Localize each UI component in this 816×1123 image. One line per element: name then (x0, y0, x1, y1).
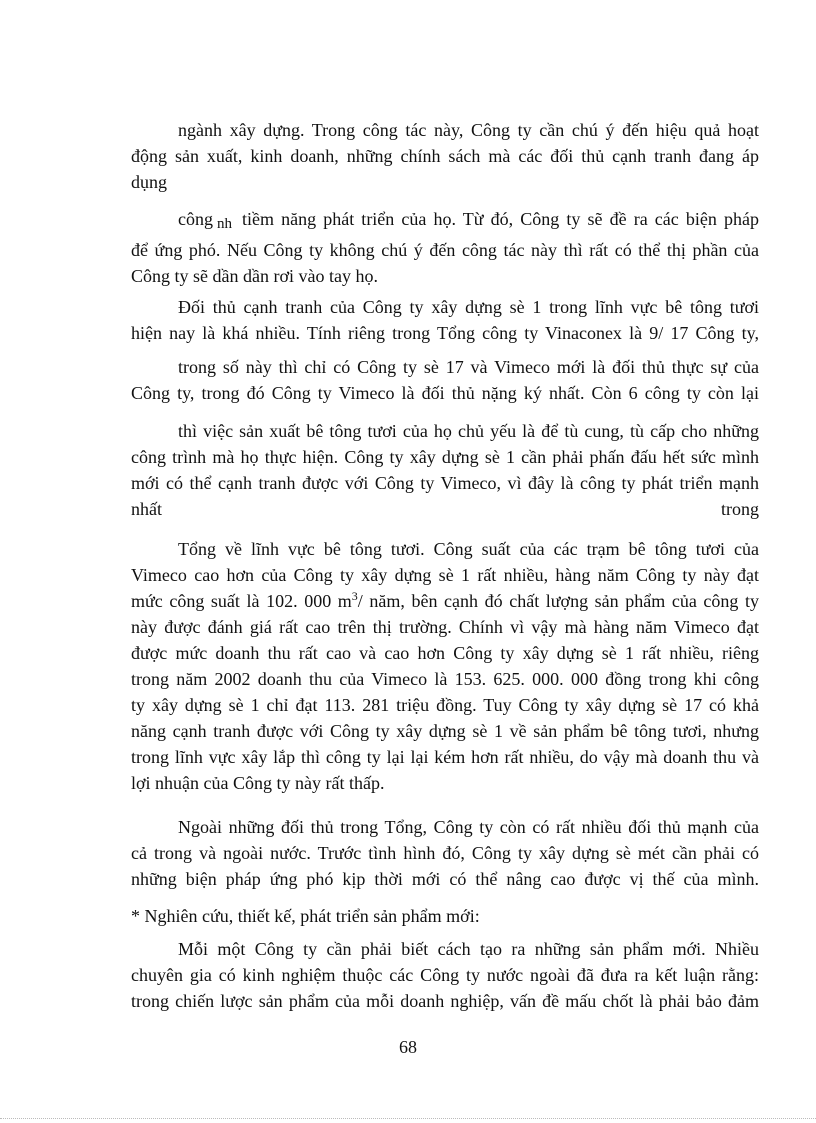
paragraph-line: những biện pháp ứng phó kịp thời mới có thể nâng cao được vị thế của mình. (131, 869, 759, 889)
paragraph-3 (131, 294, 759, 346)
paragraph-line: để ứng phó. Nếu Công ty không chú ý đến công tác này thì rất có thể thị phần của (131, 240, 759, 260)
section-heading (131, 903, 759, 929)
paragraph-line: động sản xuất, kinh doanh, những chính sách mà các đối thủ cạnh tranh đang áp (131, 146, 759, 166)
paragraph-4 (131, 354, 759, 406)
paragraph-line: hiện nay là khá nhiều. Tính riêng trong Tổng công ty Vinaconex là 9/ 17 Công ty, (131, 323, 759, 343)
paragraph-line: trong năm 2002 doanh thu của Vimeco là 153. 625. 000. 000 đồng trong khi công (131, 669, 759, 689)
text-fragment: nh (217, 216, 232, 232)
page-number: 68 (399, 1037, 417, 1057)
paragraph-line: năng cạnh tranh được với Công ty xây dựng sè 1 về sản phẩm bê tông tươi, nhưng (131, 721, 759, 741)
paragraph-line: Mỗi một Công ty cần phải biết cách tạo ra những sản phẩm mới. Nhiều (178, 939, 759, 959)
paragraph-line: Công ty, trong đó Công ty Vimeco là đối thủ nặng ký nhất. Còn 6 công ty còn lại (131, 383, 759, 403)
paragraph-line: mới có thể cạnh tranh được với Công ty Vimeco, vì đây là công ty phát triển mạnh (131, 473, 759, 493)
footer-divider (0, 1118, 816, 1120)
paragraph-1 (131, 117, 759, 195)
paragraph-line: Đối thủ cạnh tranh của Công ty xây dựng sè 1 trong lĩnh vực bê tông tươi (178, 297, 759, 317)
paragraph-5 (131, 418, 759, 522)
paragraph-7 (131, 814, 759, 892)
paragraph-line: ty xây dựng sè 1 chỉ đạt 113. 281 triệu đồng. Tuy Công ty xây dựng sè 17 có khả (131, 695, 759, 715)
heading-text: * Nghiên cứu, thiết kế, phát triển sản phẩm mới: (131, 906, 480, 926)
paragraph-line: trong số này thì chỉ có Công ty sè 17 và Vimeco mới là đối thủ thực sự của (178, 357, 759, 377)
paragraph-line: lợi nhuận của Công ty này rất thấp. (131, 773, 385, 793)
paragraph-line: dụng (131, 172, 167, 192)
paragraph-line: Ngoài những đối thủ trong Tổng, Công ty còn có rất nhiều đối thủ mạnh của (178, 817, 759, 837)
paragraph-line: trong lĩnh vực xây lắp thì công ty lại lại kém hơn rất nhiều, do vậy mà doanh thu và (131, 747, 759, 767)
paragraph-line (131, 496, 759, 522)
text-fragment: mức công suất là 102. 000 m (131, 591, 352, 611)
text-fragment: nhất (131, 499, 162, 519)
paragraph-line: Vimeco cao hơn của Công ty xây dựng sè 1 rất nhiều, hàng năm Công ty này đạt (131, 565, 759, 585)
paragraph-line: Tổng về lĩnh vực bê tông tươi. Công suất của các trạm bê tông tươi của (178, 539, 759, 559)
paragraph-line (131, 206, 759, 237)
paragraph-line: Công ty sẽ dần dần rơi vào tay họ. (131, 266, 378, 286)
paragraph-2 (131, 206, 759, 289)
paragraph-line: trong chiến lược sản phẩm của mỗi doanh nghiệp, vấn đề mấu chốt là phải bảo đảm (131, 991, 759, 1011)
text-fragment: / năm, bên cạnh đó chất lượng sản phẩm của công ty (357, 591, 759, 611)
paragraph-line: được mức doanh thu rất cao và cao hơn Công ty xây dựng sè 1 rất nhiều, riêng (131, 643, 759, 663)
paragraph-line: ngành xây dựng. Trong công tác này, Công ty cần chú ý đến hiệu quả hoạt (178, 120, 759, 140)
superscript: 3 (351, 589, 358, 603)
paragraph-line: này được đánh giá rất cao trên thị trường. Chính vì vậy mà hàng năm Vimeco đạt (131, 617, 759, 637)
paragraph-line: thì việc sản xuất bê tông tươi của họ chủ yếu là để tù cung, tù cấp cho những (178, 421, 759, 441)
paragraph-line: chuyên gia có kinh nghiệm thuộc các Công ty nước ngoài đã đưa ra kết luận rằng: (131, 965, 759, 985)
paragraph-line: công trình mà họ thực hiện. Công ty xây dựng sè 1 cần phải phấn đấu hết sức mình (131, 447, 759, 467)
paragraph-8 (131, 936, 759, 1014)
paragraph-6 (131, 536, 759, 796)
text-fragment: công (178, 209, 213, 229)
text-fragment: trong (721, 499, 759, 519)
paragraph-line: cả trong và ngoài nước. Trước tình hình đó, Công ty xây dựng sè mét cần phải có (131, 843, 759, 863)
text-fragment: tiềm năng phát triển của họ. Từ đó, Công ty sẽ đề ra các biện pháp (242, 209, 759, 229)
paragraph-line (131, 588, 759, 614)
